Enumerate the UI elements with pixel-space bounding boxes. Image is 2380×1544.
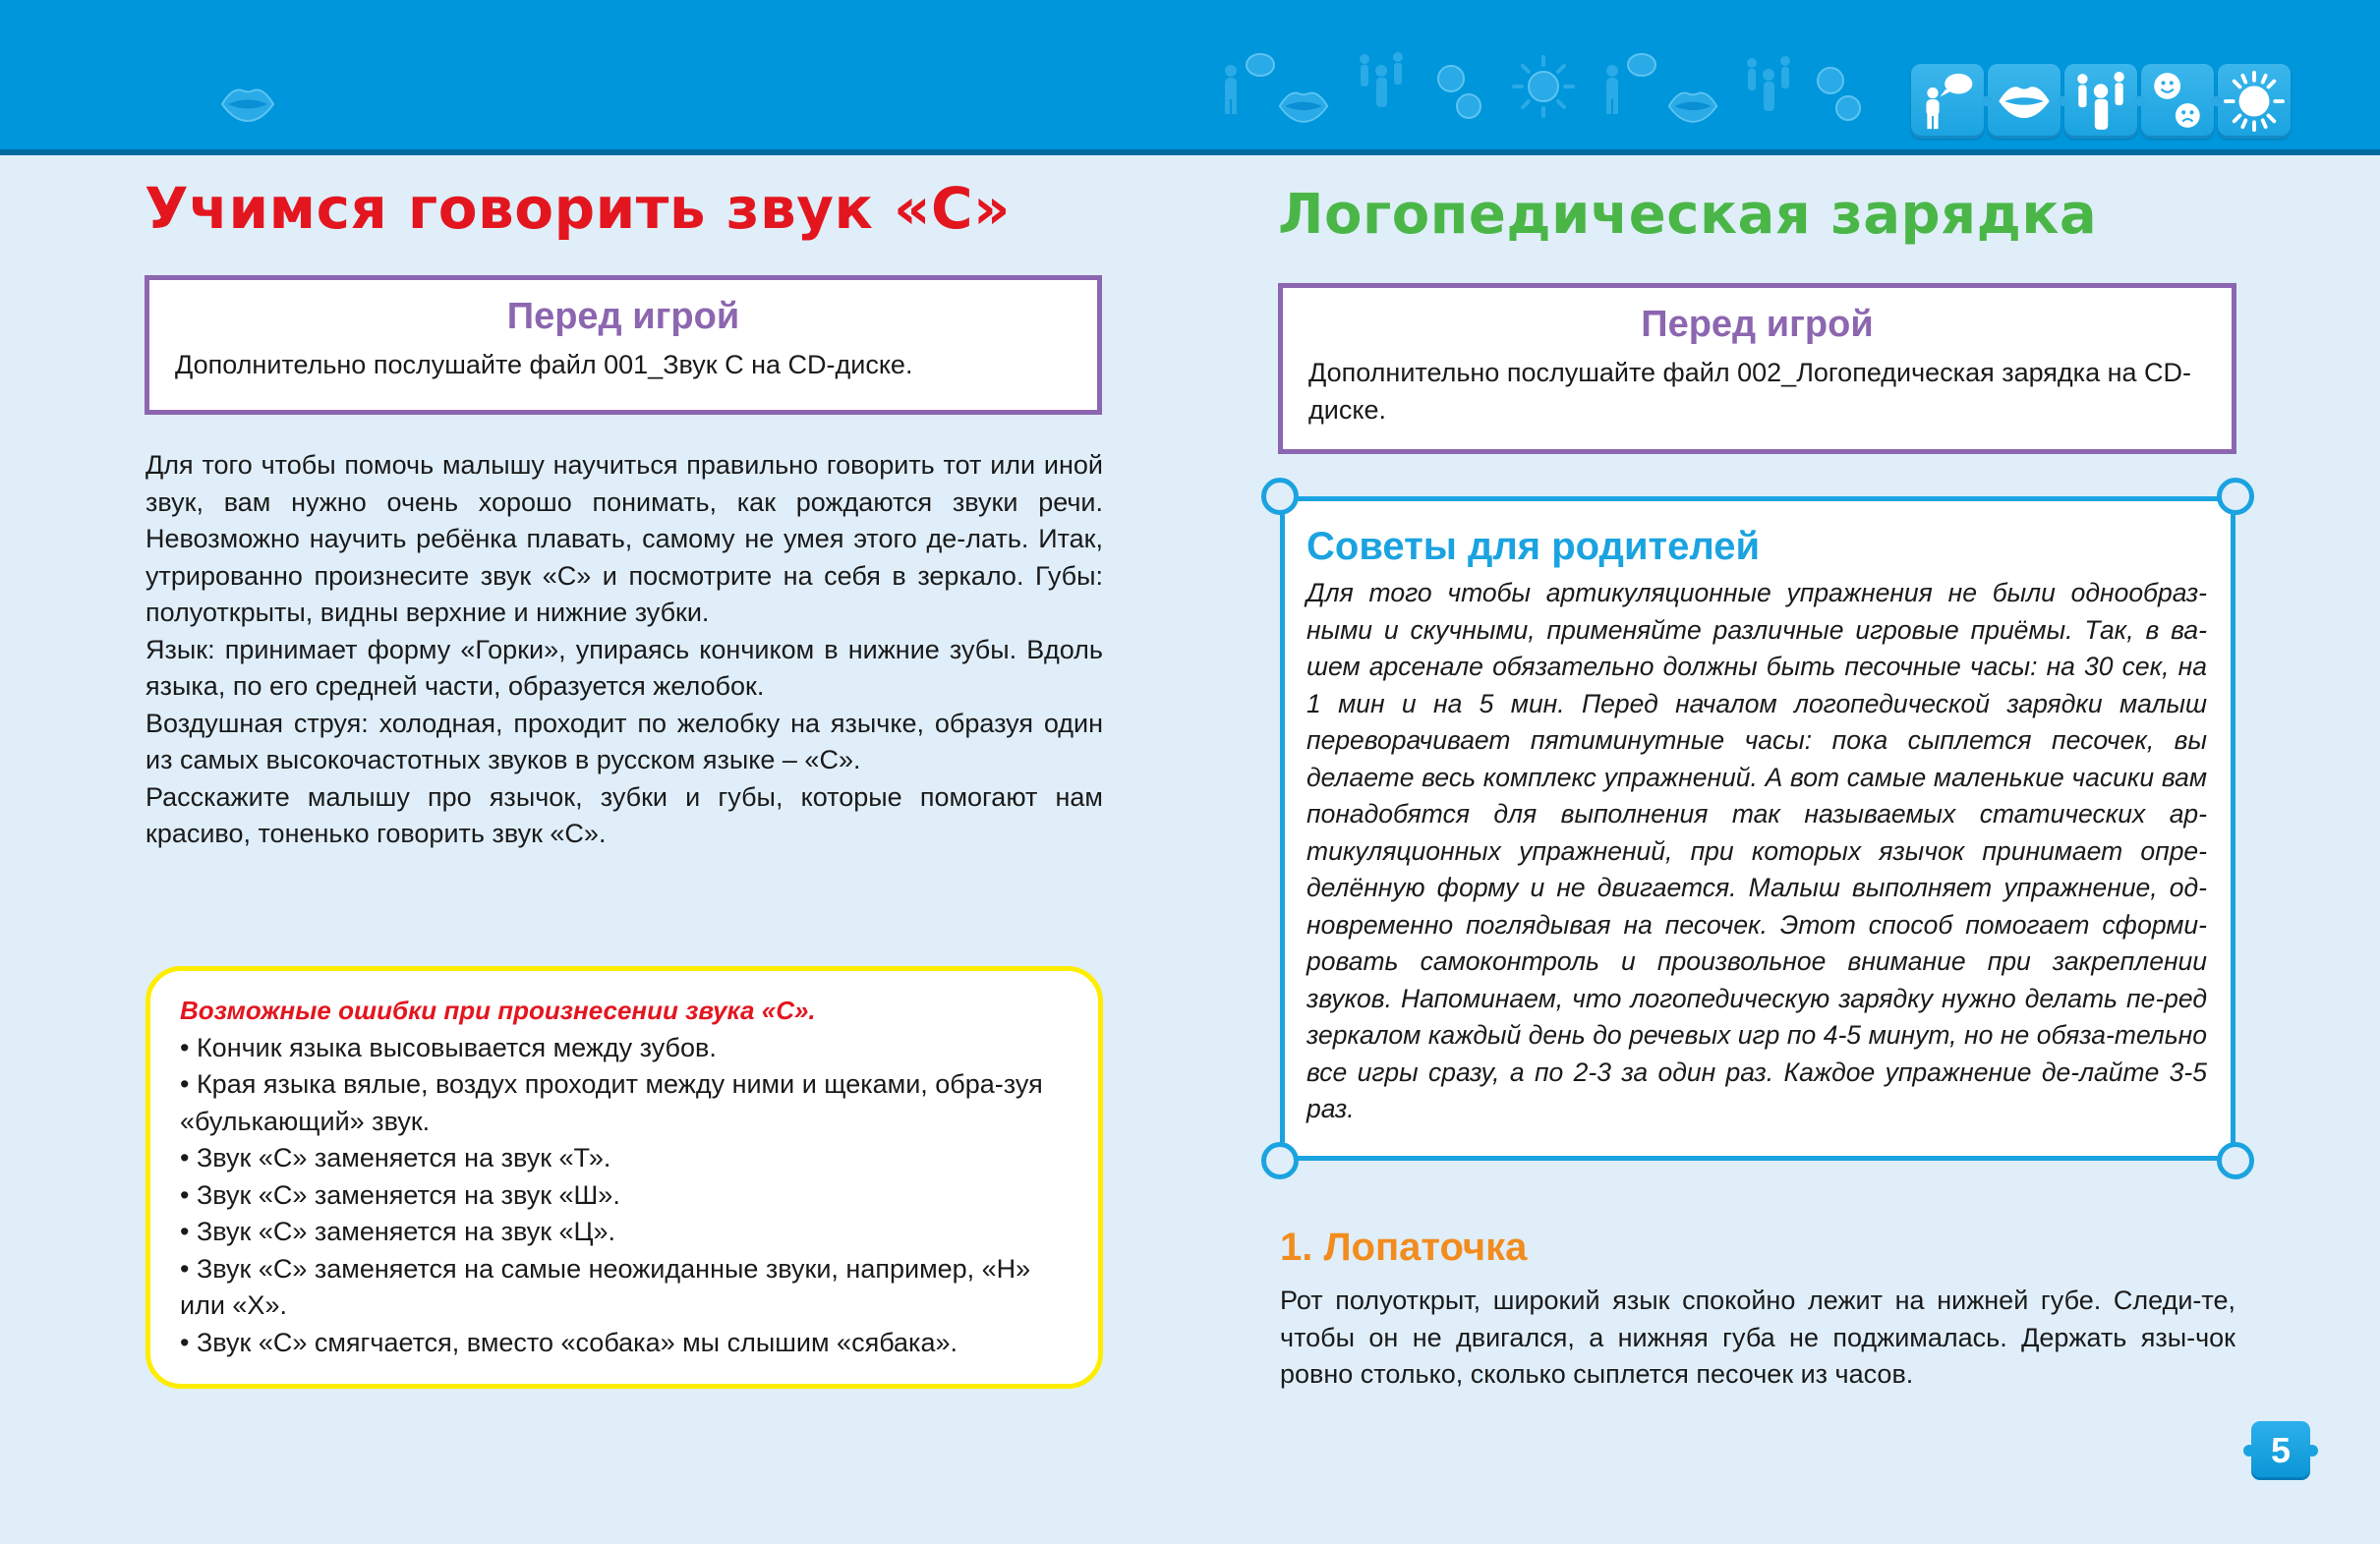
intro-text [145,447,1103,853]
sun-icon [1512,55,1575,118]
tips-title: Советы для родителей [1306,525,1761,568]
tile-family [2064,64,2137,139]
tile-speech [1911,64,1984,139]
error-item: • Звук «С» заменяется на звук «Т». [180,1143,611,1172]
paragraph: Язык: принимает форму «Горки», упираясь кончиком в нижние зубы. Вдоль языка, по его средней части, образуется желобок. [145,634,1103,701]
page-title-left: Учимся говорить звук «С» [145,175,1012,242]
tile-faces [2141,64,2214,139]
sun-icon [2224,71,2285,132]
before-game-box-right [1278,283,2236,454]
error-item: • Звук «С» заменяется на самые неожиданные звуки, например, «Н» или «Х». [180,1253,1031,1320]
error-item: • Края языка вялые, воздух проходит между ними и щеками, обра-зуя «булькающий» звук. [180,1069,1043,1136]
error-item: • Кончик языка высовывается между зубов. [180,1032,717,1062]
lips-icon [1665,86,1720,126]
before-game-text: Дополнительно послушайте файл 002_Логопедическая зарядка на CD-диске. [1308,358,2192,425]
tips-text: Для того чтобы артикуляционные упражнения не были однообраз-ными и скучными, применяйте различные игровые приёмы. Так, в ва-шем арсенале обязательно должны быть песочные часы: на 30 сек, на 1 мин и на 5 мин. Перед началом логопедической зарядки малыш переворачивает пятиминутные часы: пока сыплется песочек, вы делаете весь комплекс упражнений. А вот самые маленькие часики вам понадобятся для выполнения так называемых статических ар-тикуляционных упражнений, при которых язычок принимает опре-делённую форму и не двигается. Малыш выполняет упражнение, од-новременно поглядывая на песочек. Этот способ помогает сформи-ровать самоконтроль и произвольное внимание при закреплении звуков. Напоминаем, что логопедическую зарядку нужно делать пе-ред зеркалом каждый день до речевых игр по 4-5 минут, но не обяза-тельно все игры сразу, а по 2-3 за один раз. Каждое упражнение де-лайте 3-5 раз. [1306,578,2207,1123]
header-bar [0,0,2380,155]
paragraph: Воздушная струя: холодная, проходит по желобку на язычке, образуя один из самых высокочастотных звуков в русском языке – «С». [145,708,1103,774]
lips-icon [1276,86,1331,126]
corner-notch [2217,1142,2254,1179]
errors-box [145,966,1103,1389]
happy-sad-faces-icon [1815,65,1864,124]
page-number: 5 [2251,1421,2310,1480]
paragraph: Для того чтобы помочь малышу научиться правильно говорить тот или иной звук, вам нужно очень хорошо понимать, как рождаются звуки речи. Невозможно научить ребёнка плавать, самому не умея этого де-лать. Итак, утрированно произнесите звук «С» и посмотрите на себя в зеркало. Губы: полуоткрыты, видны верхние и нижние зубки. [145,450,1103,627]
before-game-title: Перед игрой [1641,304,1874,345]
errors-title: Возможные ошибки при произнесении звука «С». [180,996,816,1025]
error-item: • Звук «С» заменяется на звук «Ш». [180,1179,620,1210]
before-game-title: Перед игрой [506,296,740,337]
lips-icon [218,84,277,125]
tile-sun [2218,64,2291,139]
paragraph: Расскажите малышу про язычок, зубки и губы, которые помогают нам красиво, тоненько говорить звук «С». [145,781,1103,848]
before-game-box-left [145,275,1102,415]
child-speech-bubble-icon [1217,51,1280,116]
exercise-title: 1. Лопаточка [1280,1226,1528,1269]
parent-tips-box [1280,496,2235,1161]
corner-notch [1261,478,1299,515]
child-speech-bubble-icon [1918,71,1977,132]
happy-sad-faces-icon [1435,63,1484,122]
tile-lips [1988,64,2061,139]
corner-notch [2217,478,2254,515]
happy-sad-faces-icon [2150,71,2205,132]
error-item: • Звук «С» заменяется на звук «Ц». [180,1217,616,1246]
family-icon [2072,71,2129,132]
page-title-right: Логопедическая зарядка [1278,183,2098,247]
error-item: • Звук «С» смягчается, вместо «собака» мы слышим «сябака». [180,1327,958,1357]
section-tiles [1911,62,2294,141]
exercise-text: Рот полуоткрыт, широкий язык спокойно лежит на нижней губе. Следи-те, чтобы он не двигался, а нижняя губа не поджималась. Держать язы-чок ровно столько, сколько сыплется песочек из часов. [1280,1286,2235,1389]
family-icon [1355,51,1410,110]
family-icon [1742,55,1797,114]
lips-icon [1995,82,2054,121]
before-game-text: Дополнительно послушайте файл 001_Звук С на CD-диске. [175,350,913,379]
child-speech-bubble-icon [1598,51,1661,116]
corner-notch [1261,1142,1299,1179]
